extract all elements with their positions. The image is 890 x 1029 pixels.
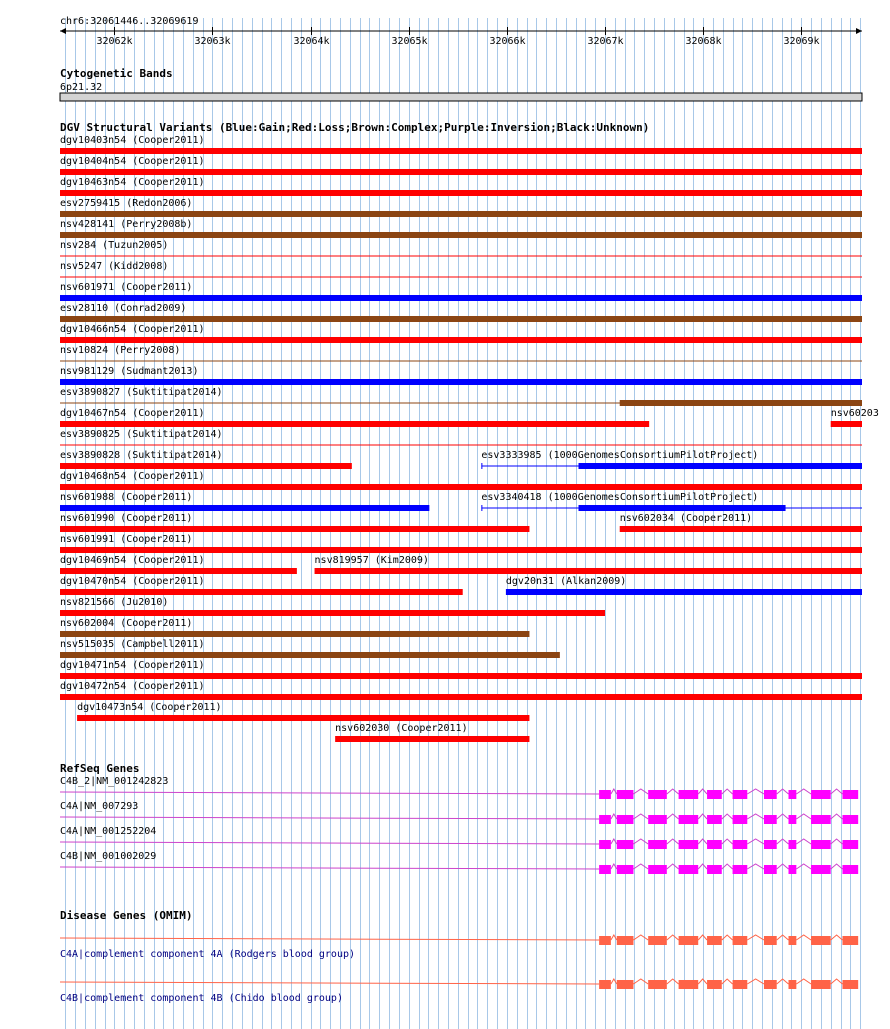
dgv-feature-bar bbox=[60, 232, 862, 238]
dgv-feature-label: nsv601991 (Cooper2011) bbox=[60, 534, 193, 545]
gene-exon bbox=[707, 936, 722, 945]
dgv-feature[interactable] bbox=[60, 261, 862, 277]
dgv-feature-bar bbox=[60, 316, 862, 322]
gene-intron-hat bbox=[747, 864, 764, 869]
dgv-feature-label: nsv601971 (Cooper2011) bbox=[60, 282, 193, 293]
dgv-feature-bar bbox=[60, 568, 297, 574]
dgv-feature[interactable] bbox=[60, 618, 529, 637]
gene-exon bbox=[617, 840, 634, 849]
gene-exon bbox=[764, 815, 777, 824]
dgv-feature[interactable] bbox=[60, 534, 862, 553]
gene-intron-hat bbox=[633, 864, 648, 869]
dgv-feature[interactable] bbox=[60, 303, 862, 322]
gene-exon bbox=[842, 840, 858, 849]
cytoband-track bbox=[60, 67, 862, 101]
gene-upstream-line bbox=[60, 938, 599, 940]
refseq-gene-label: C4A|NM_007293 bbox=[60, 801, 139, 812]
dgv-feature-bar bbox=[60, 379, 862, 385]
gene-exon bbox=[648, 840, 667, 849]
refseq-gene[interactable] bbox=[60, 801, 858, 824]
dgv-feature[interactable] bbox=[60, 429, 862, 445]
dgv-feature-label: dgv10468n54 (Cooper2011) bbox=[60, 471, 205, 482]
gene-intron-hat bbox=[633, 814, 648, 819]
dgv-feature-label: nsv981129 (Sudmant2013) bbox=[60, 366, 199, 377]
gene-exon bbox=[617, 980, 634, 989]
gene-exon bbox=[811, 815, 831, 824]
refseq-gene-label: C4B_2|NM_001242823 bbox=[60, 776, 169, 787]
dgv-feature-label: esv3340418 (1000GenomesConsortiumPilotProject) bbox=[481, 492, 759, 503]
refseq-genes bbox=[60, 776, 858, 874]
dgv-feature-bar bbox=[60, 169, 862, 175]
dgv-feature-bar bbox=[60, 148, 862, 154]
gene-exon bbox=[679, 815, 699, 824]
dgv-feature-label: esv3890827 (Suktitipat2014) bbox=[60, 387, 223, 398]
ruler-tick-label: 32064k bbox=[293, 36, 330, 47]
dgv-feature-label: nsv602030 (Cooper2011) bbox=[335, 723, 468, 734]
dgv-feature-bar bbox=[60, 211, 862, 217]
ruler-tick-label: 32069k bbox=[783, 36, 820, 47]
gene-exon bbox=[648, 815, 667, 824]
gene-exon bbox=[599, 936, 611, 945]
gene-intron-hat bbox=[698, 814, 707, 819]
omim-gene[interactable] bbox=[60, 935, 858, 960]
gene-exon bbox=[679, 840, 699, 849]
gene-exon bbox=[707, 790, 722, 799]
dgv-feature[interactable] bbox=[60, 219, 862, 238]
gene-exon bbox=[811, 865, 831, 874]
gene-upstream-line bbox=[60, 792, 599, 794]
cytoband-label: 6p21.32 bbox=[60, 82, 103, 93]
scroll-right-arrow[interactable] bbox=[856, 28, 862, 34]
dgv-feature[interactable] bbox=[60, 387, 862, 406]
ruler-tick-label: 32062k bbox=[96, 36, 133, 47]
dgv-feature-label: nsv602034 (Cooper2011) bbox=[619, 513, 753, 524]
dgv-feature-label: esv28110 (Conrad2009) bbox=[60, 303, 187, 314]
dgv-feature-bar bbox=[60, 547, 862, 553]
refseq-gene-label: C4A|NM_001252204 bbox=[60, 826, 157, 837]
gene-exon bbox=[789, 815, 797, 824]
gene-exon bbox=[648, 865, 667, 874]
gene-exon bbox=[599, 840, 611, 849]
dgv-feature-label: esv2759415 (Redon2006) bbox=[60, 198, 193, 209]
dgv-feature-bar bbox=[60, 694, 862, 700]
gene-intron-hat bbox=[667, 864, 679, 869]
dgv-feature-label: dgv10473n54 (Cooper2011) bbox=[77, 702, 222, 713]
dgv-feature-label: esv3333985 (1000GenomesConsortiumPilotProject) bbox=[481, 450, 759, 461]
dgv-feature-label: nsv821566 (Ju2010) bbox=[60, 597, 169, 608]
dgv-feature-bar bbox=[579, 463, 862, 469]
gene-intron-hat bbox=[831, 864, 843, 869]
dgv-feature-bar bbox=[60, 337, 862, 343]
ruler-track bbox=[60, 16, 862, 47]
dgv-feature-label: nsv602004 (Cooper2011) bbox=[60, 618, 193, 629]
gene-intron-hat bbox=[831, 814, 843, 819]
gene-exon bbox=[811, 840, 831, 849]
gene-exon bbox=[842, 936, 858, 945]
dgv-feature-label: nsv284 (Tuzun2005) bbox=[60, 240, 169, 251]
gene-exon bbox=[789, 840, 797, 849]
dgv-feature-bar bbox=[335, 736, 529, 742]
gene-exon bbox=[842, 790, 858, 799]
dgv-feature[interactable] bbox=[60, 639, 560, 658]
gene-intron-hat bbox=[698, 789, 707, 794]
dgv-feature-bar bbox=[60, 673, 862, 679]
gene-upstream-line bbox=[60, 842, 599, 844]
cytoband-track-title: Cytogenetic Bands bbox=[60, 67, 173, 80]
gene-exon bbox=[764, 790, 777, 799]
gene-upstream-line bbox=[60, 867, 599, 869]
gene-intron-hat bbox=[667, 979, 679, 984]
gene-exon bbox=[679, 980, 699, 989]
dgv-feature-label: dgv10403n54 (Cooper2011) bbox=[60, 135, 205, 146]
dgv-feature-label: nsv601988 (Cooper2011) bbox=[60, 492, 193, 503]
dgv-feature[interactable] bbox=[831, 408, 879, 427]
dgv-feature[interactable] bbox=[315, 555, 862, 574]
dgv-feature[interactable] bbox=[60, 450, 352, 469]
dgv-feature-label: nsv819957 (Kim2009) bbox=[314, 555, 429, 566]
gene-exon bbox=[679, 865, 699, 874]
refseq-track bbox=[60, 762, 858, 874]
dgv-feature-label: dgv10467n54 (Cooper2011) bbox=[60, 408, 205, 419]
gene-exon bbox=[733, 840, 748, 849]
dgv-feature-label: dgv10472n54 (Cooper2011) bbox=[60, 681, 205, 692]
gene-exon bbox=[733, 865, 748, 874]
dgv-feature-label: dgv10469n54 (Cooper2011) bbox=[60, 555, 205, 566]
dgv-feature[interactable] bbox=[60, 513, 529, 532]
dgv-feature[interactable] bbox=[77, 702, 529, 721]
position-label: chr6:32061446..32069619 bbox=[60, 16, 199, 27]
gene-exon bbox=[764, 840, 777, 849]
gene-exon bbox=[733, 790, 748, 799]
gene-intron-hat bbox=[796, 814, 811, 819]
gene-intron-hat bbox=[633, 789, 648, 794]
gene-exon bbox=[648, 936, 667, 945]
dgv-track-title: DGV Structural Variants (Blue:Gain;Red:Loss;Brown:Complex;Purple:Inversion;Black:Unknown) bbox=[60, 121, 650, 134]
gene-exon bbox=[707, 865, 722, 874]
dgv-feature-bar bbox=[60, 610, 605, 616]
gene-exon bbox=[811, 790, 831, 799]
gene-exon bbox=[617, 865, 634, 874]
gene-exon bbox=[617, 790, 634, 799]
refseq-gene[interactable] bbox=[60, 776, 858, 799]
dgv-feature-bar bbox=[60, 463, 352, 469]
dgv-feature[interactable] bbox=[481, 450, 862, 469]
gene-intron-hat bbox=[633, 839, 648, 844]
gene-intron-hat bbox=[698, 839, 707, 844]
omim-track-title: Disease Genes (OMIM) bbox=[60, 909, 193, 922]
ruler-tick-label: 32067k bbox=[587, 36, 624, 47]
dgv-feature[interactable] bbox=[60, 324, 862, 343]
dgv-feature-label: nsv601990 (Cooper2011) bbox=[60, 513, 193, 524]
gene-exon bbox=[599, 790, 611, 799]
dgv-feature-label: nsv60203 bbox=[830, 408, 879, 419]
gene-exon bbox=[811, 936, 831, 945]
gene-intron-hat bbox=[667, 814, 679, 819]
dgv-feature-bar bbox=[60, 652, 560, 658]
gene-exon bbox=[707, 840, 722, 849]
gene-exon bbox=[733, 815, 748, 824]
ruler-tick-label: 32065k bbox=[391, 36, 428, 47]
omim-gene-label: C4B|complement component 4B (Chido blood group) bbox=[60, 993, 343, 1004]
gene-exon bbox=[679, 790, 699, 799]
refseq-gene[interactable] bbox=[60, 826, 858, 849]
omim-gene[interactable] bbox=[60, 979, 858, 1004]
gene-upstream-line bbox=[60, 982, 599, 984]
dgv-feature[interactable] bbox=[60, 240, 862, 256]
dgv-feature[interactable] bbox=[620, 513, 862, 532]
ruler-tick-label: 32063k bbox=[194, 36, 231, 47]
gene-intron-hat bbox=[698, 864, 707, 869]
dgv-feature-bar bbox=[60, 631, 529, 637]
dgv-feature-label: dgv10466n54 (Cooper2011) bbox=[60, 324, 205, 335]
dgv-feature-label: nsv515035 (Campbell2011) bbox=[60, 639, 205, 650]
gene-intron-hat bbox=[831, 935, 843, 940]
dgv-feature-label: dgv10404n54 (Cooper2011) bbox=[60, 156, 205, 167]
gene-exon bbox=[617, 815, 634, 824]
dgv-feature-bar bbox=[77, 715, 529, 721]
dgv-feature[interactable] bbox=[335, 723, 529, 742]
dgv-feature-label: dgv10463n54 (Cooper2011) bbox=[60, 177, 205, 188]
dgv-feature-bar bbox=[506, 589, 862, 595]
gene-exon bbox=[648, 980, 667, 989]
omim-gene-label: C4A|complement component 4A (Rodgers blood group) bbox=[60, 949, 356, 960]
cytoband-bar[interactable] bbox=[60, 93, 862, 101]
dgv-feature-bar bbox=[620, 400, 862, 406]
dgv-feature-label: nsv10824 (Perry2008) bbox=[60, 345, 181, 356]
gene-exon bbox=[599, 815, 611, 824]
dgv-feature[interactable] bbox=[60, 471, 862, 490]
gene-intron-hat bbox=[633, 979, 648, 984]
dgv-feature[interactable] bbox=[60, 660, 862, 679]
gene-exon bbox=[789, 936, 797, 945]
gene-exon bbox=[842, 980, 858, 989]
dgv-feature[interactable] bbox=[60, 366, 862, 385]
dgv-feature-bar bbox=[60, 421, 649, 427]
ruler-tick-label: 32066k bbox=[489, 36, 526, 47]
omim-track bbox=[60, 909, 858, 1004]
gene-exon bbox=[842, 865, 858, 874]
dgv-feature[interactable] bbox=[60, 177, 862, 196]
gene-intron-hat bbox=[667, 839, 679, 844]
dgv-feature[interactable] bbox=[60, 681, 862, 700]
gene-exon bbox=[733, 936, 748, 945]
refseq-track-title: RefSeq Genes bbox=[60, 762, 140, 775]
dgv-feature[interactable] bbox=[506, 576, 862, 595]
refseq-gene-label: C4B|NM_001002029 bbox=[60, 851, 157, 862]
dgv-features bbox=[60, 135, 879, 742]
gene-intron-hat bbox=[796, 864, 811, 869]
gene-intron-hat bbox=[747, 935, 764, 940]
gene-exon bbox=[617, 936, 634, 945]
gene-exon bbox=[599, 980, 611, 989]
dgv-feature[interactable] bbox=[481, 492, 862, 511]
gene-intron-hat bbox=[747, 839, 764, 844]
gene-intron-hat bbox=[667, 935, 679, 940]
dgv-feature-bar bbox=[60, 526, 529, 532]
dgv-feature[interactable] bbox=[60, 492, 429, 511]
gene-intron-hat bbox=[831, 979, 843, 984]
dgv-feature[interactable] bbox=[60, 597, 605, 616]
dgv-feature[interactable] bbox=[60, 156, 862, 175]
gene-exon bbox=[789, 865, 797, 874]
gene-exon bbox=[707, 815, 722, 824]
gene-intron-hat bbox=[747, 814, 764, 819]
refseq-gene[interactable] bbox=[60, 851, 858, 874]
gene-exon bbox=[648, 790, 667, 799]
dgv-feature-label: nsv5247 (Kidd2008) bbox=[60, 261, 169, 272]
gene-intron-hat bbox=[633, 935, 648, 940]
gene-exon bbox=[707, 980, 722, 989]
gene-intron-hat bbox=[747, 789, 764, 794]
dgv-feature-bar bbox=[60, 484, 862, 490]
dgv-feature-bar bbox=[60, 295, 862, 301]
dgv-feature[interactable] bbox=[60, 135, 862, 154]
gene-exon bbox=[789, 980, 797, 989]
gene-intron-hat bbox=[831, 789, 843, 794]
dgv-feature-bar bbox=[831, 421, 862, 427]
gene-exon bbox=[811, 980, 831, 989]
dgv-feature-label: esv3890825 (Suktitipat2014) bbox=[60, 429, 223, 440]
dgv-feature-label: nsv428141 (Perry2008b) bbox=[60, 219, 193, 230]
gene-exon bbox=[789, 790, 797, 799]
gene-intron-hat bbox=[796, 935, 811, 940]
dgv-feature-label: esv3890828 (Suktitipat2014) bbox=[60, 450, 223, 461]
gene-exon bbox=[733, 980, 748, 989]
gene-intron-hat bbox=[698, 935, 707, 940]
gene-intron-hat bbox=[796, 979, 811, 984]
gene-exon bbox=[764, 865, 777, 874]
dgv-feature[interactable] bbox=[60, 345, 862, 361]
gene-intron-hat bbox=[831, 839, 843, 844]
gene-exon bbox=[764, 980, 777, 989]
gene-intron-hat bbox=[667, 789, 679, 794]
dgv-feature-bar bbox=[60, 190, 862, 196]
omim-genes bbox=[60, 935, 858, 1004]
dgv-track bbox=[60, 121, 879, 742]
dgv-feature-label: dgv20n31 (Alkan2009) bbox=[505, 576, 627, 587]
dgv-feature[interactable] bbox=[60, 576, 463, 595]
gene-intron-hat bbox=[747, 979, 764, 984]
dgv-feature[interactable] bbox=[60, 408, 649, 427]
gene-intron-hat bbox=[796, 839, 811, 844]
ruler-tick-label: 32068k bbox=[685, 36, 722, 47]
dgv-feature-bar bbox=[579, 505, 786, 511]
gene-upstream-line bbox=[60, 817, 599, 819]
gene-exon bbox=[599, 865, 611, 874]
dgv-feature-label: dgv10471n54 (Cooper2011) bbox=[60, 660, 205, 671]
dgv-feature[interactable] bbox=[60, 282, 862, 301]
gene-exon bbox=[764, 936, 777, 945]
dgv-feature-bar bbox=[620, 526, 862, 532]
gene-exon bbox=[679, 936, 699, 945]
scroll-left-arrow[interactable] bbox=[60, 28, 66, 34]
dgv-feature[interactable] bbox=[60, 555, 297, 574]
gene-intron-hat bbox=[796, 789, 811, 794]
dgv-feature[interactable] bbox=[60, 198, 862, 217]
gene-exon bbox=[842, 815, 858, 824]
dgv-feature-bar bbox=[315, 568, 862, 574]
dgv-feature-label: dgv10470n54 (Cooper2011) bbox=[60, 576, 205, 587]
gene-intron-hat bbox=[698, 979, 707, 984]
dgv-feature-bar bbox=[60, 589, 463, 595]
dgv-feature-bar bbox=[60, 505, 429, 511]
